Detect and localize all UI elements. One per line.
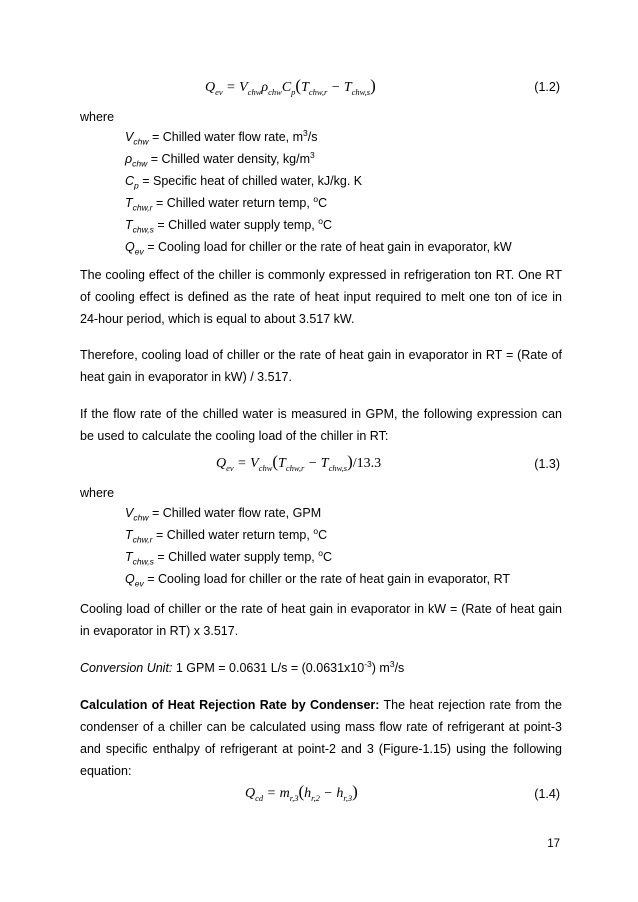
definition-item: $T_{chw,r}$ = Chilled water return temp, $^o$C xyxy=(125,525,328,545)
definition-item: $T_{chw,s}$ = Chilled water supply temp, $^o$C xyxy=(125,547,332,567)
paragraph: The cooling effect of the chiller is commonly expressed in refrigeration ton RT. One RT of cooling effect is defined as the rate of heat input required to melt one ton of ice in 24-hour period, which is equal to about 3.517 kW. xyxy=(80,268,562,326)
conversion-unit: Conversion Unit: 1 GPM = 0.0631 $L/s = (0.0631x10^{-3})$ $m^3/s$ xyxy=(80,658,405,675)
paragraph: Therefore, cooling load of chiller or the rate of heat gain in evaporator in RT = (Rate of heat gain in evaporator in kW) / 3.517. xyxy=(80,348,562,384)
definition-item: $V_{chw}$ = Chilled water flow rate, GPM xyxy=(125,506,322,523)
paragraph: If the flow rate of the chilled water is measured in GPM, the following expression can be used to calculate the cooling load of the chiller in RT: xyxy=(80,407,562,443)
definition-item: $V_{chw}$ = Chilled water flow rate, $m^3/s$ xyxy=(125,127,318,147)
definition-item: $Q_{ev}$ = Cooling load for chiller or the rate of heat gain in evaporator, RT xyxy=(125,572,511,589)
equation-number: (1.3) xyxy=(534,457,560,471)
equation-1-2: $Q_{ev} = V_{chw}\rho_{chw}C_p(T_{chw,r} - T_{chw,s})$ xyxy=(205,76,376,97)
equation-number: (1.2) xyxy=(534,80,560,94)
section-heading: Calculation of Heat Rejection Rate by Condenser: xyxy=(80,698,380,712)
definition-item: $T_{chw,s}$ = Chilled water supply temp, $^o$C xyxy=(125,215,332,235)
paragraph: Cooling load of chiller or the rate of heat gain in evaporator in kW = (Rate of heat gain in evaporator in RT) x 3.517. xyxy=(80,602,562,638)
section-paragraph: Calculation of Heat Rejection Rate by Condenser: The heat rejection rate from the condenser of a chiller can be calculated using mass flow rate of refrigerant at point-3 and specific enthalpy of refrigerant at point-2 and 3 (Figure-1.15) using the following equation: xyxy=(80,698,562,778)
definitions-list-1 xyxy=(125,126,512,258)
where-label: where xyxy=(80,110,115,124)
definition-item: $C_p$ = Specific heat of chilled water, kJ/kg. K xyxy=(125,174,363,191)
where-label: where xyxy=(80,486,115,500)
definition-item: $\rho_{chw}$ = Chilled water density, $kg/m^3$ xyxy=(125,149,315,169)
page-number: 17 xyxy=(547,838,560,850)
equation-1-3: $Q_{ev} = V_{chw}(T_{chw,r} - T_{chw,s})/13.3$ xyxy=(216,452,382,473)
equation-1-4: $Q_{cd} = m_{r,3}(h_{r,2} - h_{r,3})$ xyxy=(245,782,358,803)
definition-item: $T_{chw,r}$ = Chilled water return temp, $^o$C xyxy=(125,193,328,213)
equation-number: (1.4) xyxy=(534,787,560,801)
definition-item: $Q_{ev}$ = Cooling load for chiller or the rate of heat gain in evaporator, kW xyxy=(125,240,512,257)
definitions-list-2 xyxy=(125,502,510,590)
